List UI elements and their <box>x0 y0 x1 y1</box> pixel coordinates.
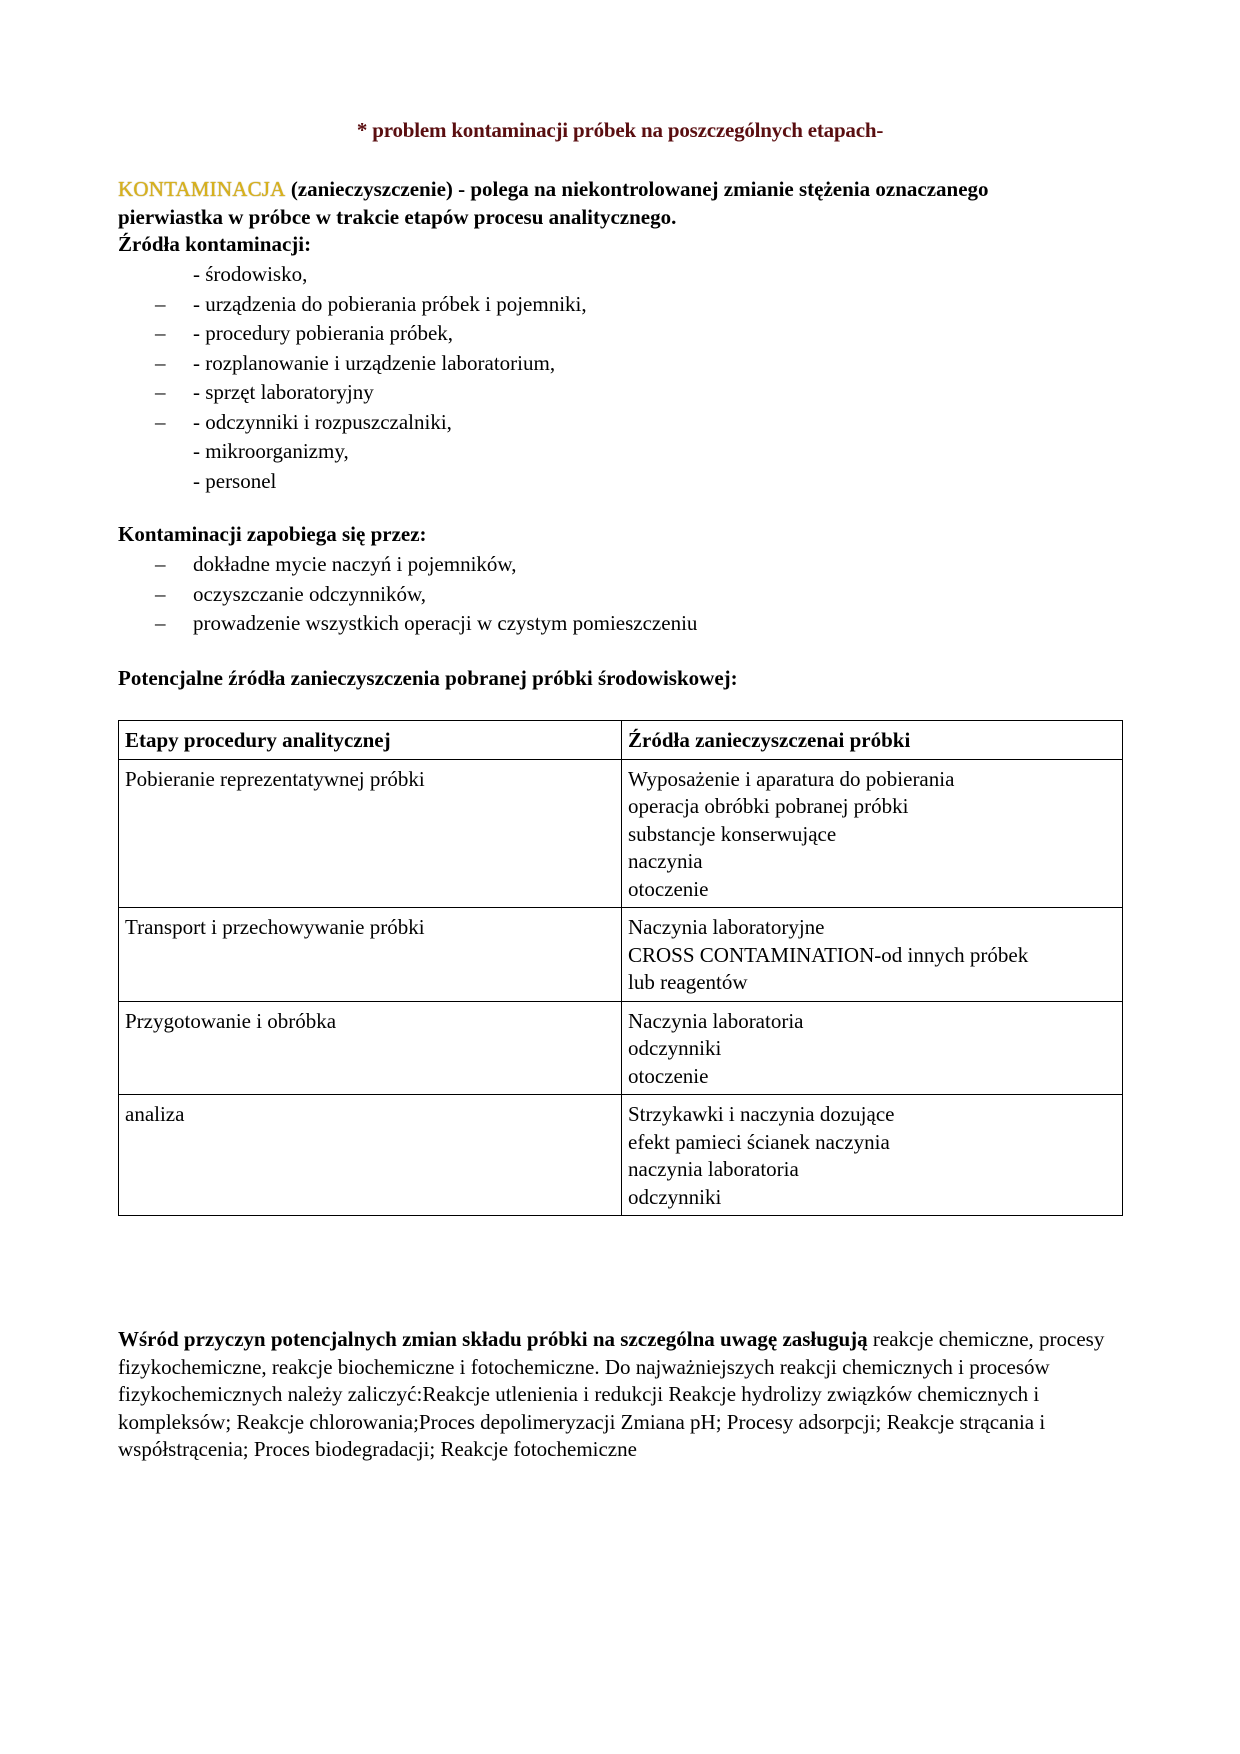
table-row <box>119 759 1123 908</box>
contamination-sources-table <box>118 720 1123 1216</box>
closing-paragraph <box>118 1326 1118 1464</box>
stage-cell: analiza <box>119 1095 622 1216</box>
sources-cell: Strzykawki i naczynia dozujące efekt pamieci ścianek naczynia naczynia laboratoria odczynniki <box>622 1095 1123 1216</box>
table-header-row <box>119 721 1123 760</box>
keyword-kontaminacja: KONTAMINACJA <box>118 177 286 201</box>
table-row <box>119 1095 1123 1216</box>
dash-bullet: – <box>155 611 166 635</box>
table-row <box>119 1001 1123 1095</box>
stage-cell: Pobieranie reprezentatywnej próbki <box>119 759 622 908</box>
stage-cell: Transport i przechowywanie próbki <box>119 908 622 1002</box>
dash-bullet: – <box>155 581 166 606</box>
column-header-stages: Etapy procedury analitycznej <box>119 721 622 760</box>
document-title: * problem kontaminacji próbek na poszczególnych etapach- <box>356 118 884 142</box>
closing-bold-lead: Wśród przyczyn potencjalnych zmian składu próbki na szczególna uwagę zasługują <box>118 1327 868 1351</box>
dash-bullet: – <box>155 552 166 576</box>
sources-cell: Naczynia laboratoria odczynniki otoczenie <box>622 1001 1123 1095</box>
sources-heading: Źródła kontaminacji: <box>118 232 312 256</box>
intro-paragraph <box>118 175 1038 231</box>
document-page: * problem kontaminacji próbek na poszczególnych etapach- KONTAMINACJA (zanieczyszczenie) - polega na niekontrolowanej zmianie stężenia oznaczanego pierwiastka w próbce w trakcie etapów procesu analitycznego. Źródła kontaminacji: - środowisko, – - urządzenia do pobierania próbek i pojemniki, – - procedury pobierania próbek, – - rozplanowanie i urządzenie laboratorium, – - sprzęt laboratoryjny – - odczynniki i rozpuszczalniki, - mikroorganizmy, - personel Kontaminacji zapobiega się przez: – dokładne mycie naczyń i pojemników, – oczyszczanie odczynników, – prowadzenie wszystkich operacji w czystym pomieszczeniu Potencjalne źródła zanieczyszczenia pobranej próbki środowiskowej: Etapy procedury analitycznej Źródła zanieczyszczenai próbki Pobieranie reprezentatywnej próbki Wyposażenie i aparatura do pobierania operacja obróbki pobranej próbki substancje konserwujące naczynia otoczenie Transport i przechowywanie próbki Naczynia laboratoryjne CROSS CONTAMINATION-od innych próbek lub reagentów Przygotowanie i obróbka Naczynia laboratoria odczynniki otoczenie analiza Strzykawki i naczynia dozujące efekt pamieci ścianek naczynia naczynia laboratoria odczynniki Wśród przyczyn potencjalnych zmian składu próbki na szczególna uwagę zasługują reakcje chemiczne, procesy fizykochemiczne, reakcje biochemiczne i fotochemiczne. Do najważniejszych reakcji chemicznych i procesów fizykochemicznych należy zaliczyć:Reakcje utlenienia i redukcji Reakcje hydrolizy związków chemicznych i kompleksów; Reakcje chlorowania;Proces depolimeryzacji Zmiana pH; Procesy adsorpcji; Reakcje strącania i współstrącenia; Proces biodegradacji; Reakcje fotochemiczne <box>0 0 1240 1754</box>
prevention-heading: Kontaminacji zapobiega się przez: <box>118 522 427 546</box>
stage-cell: Przygotowanie i obróbka <box>119 1001 622 1095</box>
potential-sources-heading: Potencjalne źródła zanieczyszczenia pobranej próbki środowiskowej: <box>118 666 738 690</box>
dash-bullet: – <box>155 409 166 434</box>
dash-bullet: – <box>155 380 166 404</box>
intro-definition: (zanieczyszczenie) - polega na niekontrolowanej zmianie stężenia oznaczanego pierwiastka w próbce w trakcie etapów procesu analitycznego. <box>118 177 989 229</box>
column-header-sources: Źródła zanieczyszczenai próbki <box>622 721 1123 760</box>
sources-cell: Naczynia laboratoryjne CROSS CONTAMINATION-od innych próbek lub reagentów <box>622 908 1123 1002</box>
closing-body: reakcje chemiczne, procesy fizykochemiczne, reakcje biochemiczne i fotochemiczne. Do najważniejszych reakcji chemicznych i procesów fizykochemicznych należy zaliczyć:Reakcje utlenienia i redukcji Reakcje hydrolizy związków chemicznych i kompleksów; Reakcje chlorowania;Proces depolimeryzacji Zmiana pH; Procesy adsorpcji; Reakcje strącania i współstrącenia; Proces biodegradacji; Reakcje fotochemiczne <box>118 1327 1105 1461</box>
dash-bullet: – <box>155 321 166 345</box>
dash-bullet: – <box>155 350 166 375</box>
dash-bullet: – <box>155 291 166 316</box>
table-row <box>119 908 1123 1002</box>
sources-cell: Wyposażenie i aparatura do pobierania operacja obróbki pobranej próbki substancje konserwujące naczynia otoczenie <box>622 759 1123 908</box>
